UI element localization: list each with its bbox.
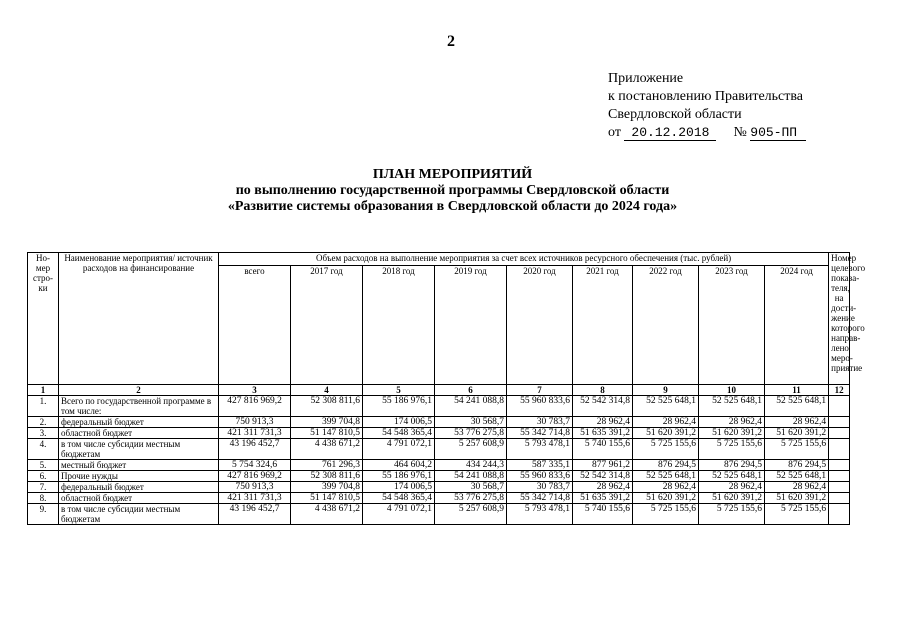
- column-number: 10: [699, 385, 765, 396]
- cell-value: 51 620 391,2: [699, 428, 765, 439]
- cell-value: 761 296,3: [291, 460, 363, 471]
- cell-value: 5 725 155,6: [633, 504, 699, 525]
- from-label: от: [608, 125, 621, 140]
- row-target: [829, 417, 850, 428]
- column-number: 12: [829, 385, 850, 396]
- cell-value: 55 186 976,1: [363, 471, 435, 482]
- cell-value: 53 776 275,8: [435, 493, 507, 504]
- number-label: №: [733, 125, 747, 140]
- row-number: 6.: [28, 471, 59, 482]
- column-index-row: [28, 385, 850, 396]
- cell-value: 5 257 608,9: [435, 504, 507, 525]
- row-target: [829, 504, 850, 525]
- cell-value: 51 620 391,2: [633, 493, 699, 504]
- row-name: местный бюджет: [59, 460, 219, 471]
- header-year-4: 2020 год: [507, 266, 573, 385]
- table-row: [28, 493, 850, 504]
- cell-value: 53 776 275,8: [435, 428, 507, 439]
- header-year-7: 2023 год: [699, 266, 765, 385]
- row-name: областной бюджет: [59, 428, 219, 439]
- cell-value: 54 548 365,4: [363, 493, 435, 504]
- cell-value: 54 548 365,4: [363, 428, 435, 439]
- cell-value: 4 791 072,1: [363, 504, 435, 525]
- cell-value: 51 620 391,2: [633, 428, 699, 439]
- row-number: 4.: [28, 439, 59, 460]
- cell-value: 464 604,2: [363, 460, 435, 471]
- row-number: 5.: [28, 460, 59, 471]
- header-year-8: 2024 год: [765, 266, 829, 385]
- cell-value: 52 542 314,8: [573, 396, 633, 417]
- cell-value: 30 783,7: [507, 417, 573, 428]
- row-target: [829, 396, 850, 417]
- cell-value: 51 620 391,2: [765, 493, 829, 504]
- cell-value: 43 196 452,7: [219, 504, 291, 525]
- row-number: 1.: [28, 396, 59, 417]
- cell-value: 5 740 155,6: [573, 504, 633, 525]
- cell-value: 5 257 608,9: [435, 439, 507, 460]
- cell-value: 5 740 155,6: [573, 439, 633, 460]
- cell-value: 427 816 969,2: [219, 471, 291, 482]
- row-name: Всего по государственной программе в том числе:: [59, 396, 219, 417]
- table-row: [28, 439, 850, 460]
- cell-value: 174 006,5: [363, 482, 435, 493]
- cell-value: 4 438 671,2: [291, 504, 363, 525]
- appendix-line-2: к постановлению Правительства: [608, 89, 804, 104]
- row-number: 7.: [28, 482, 59, 493]
- appendix-line-1: Приложение: [608, 71, 684, 86]
- cell-value: 55 960 833,6: [507, 396, 573, 417]
- row-number: 3.: [28, 428, 59, 439]
- row-target: [829, 471, 850, 482]
- appendix-block: [608, 70, 806, 142]
- header-row: [28, 253, 850, 266]
- row-target: [829, 460, 850, 471]
- cell-value: 5 793 478,1: [507, 504, 573, 525]
- cell-value: 52 308 811,6: [291, 396, 363, 417]
- cell-value: 30 783,7: [507, 482, 573, 493]
- plan-table: [27, 252, 866, 525]
- cell-value: 174 006,5: [363, 417, 435, 428]
- cell-value: 52 525 648,1: [765, 471, 829, 482]
- cell-value: 876 294,5: [765, 460, 829, 471]
- cell-value: 399 704,8: [291, 417, 363, 428]
- cell-value: 52 525 648,1: [699, 396, 765, 417]
- row-target: [829, 482, 850, 493]
- resolution-number: 905-ПП: [750, 126, 806, 141]
- column-number: 3: [219, 385, 291, 396]
- cell-value: 5 793 478,1: [507, 439, 573, 460]
- cell-value: 52 525 648,1: [633, 396, 699, 417]
- row-target: [829, 439, 850, 460]
- cell-value: 55 186 976,1: [363, 396, 435, 417]
- document-title: [0, 167, 905, 215]
- column-number: 11: [765, 385, 829, 396]
- header-year-3: 2019 год: [435, 266, 507, 385]
- column-number: 1: [28, 385, 59, 396]
- cell-value: 28 962,4: [765, 417, 829, 428]
- cell-value: 427 816 969,2: [219, 396, 291, 417]
- table-row: [28, 460, 850, 471]
- table-row: [28, 471, 850, 482]
- header-year-6: 2022 год: [633, 266, 699, 385]
- cell-value: 54 241 088,8: [435, 396, 507, 417]
- title-line-3: «Развитие системы образования в Свердловской области до 2024 года»: [227, 199, 678, 214]
- cell-value: 5 725 155,6: [765, 504, 829, 525]
- cell-value: 52 525 648,1: [633, 471, 699, 482]
- cell-value: 587 335,1: [507, 460, 573, 471]
- row-name: в том числе субсидии местным бюджетам: [59, 504, 219, 525]
- cell-value: 28 962,4: [633, 417, 699, 428]
- cell-value: 51 635 391,2: [573, 428, 633, 439]
- cell-value: 28 962,4: [699, 417, 765, 428]
- table-row: [28, 396, 850, 417]
- cell-value: 421 311 731,3: [219, 428, 291, 439]
- column-number: 4: [291, 385, 363, 396]
- cell-value: 55 960 833,6: [507, 471, 573, 482]
- table-row: [28, 417, 850, 428]
- header-year-5: 2021 год: [573, 266, 633, 385]
- column-number: 2: [59, 385, 219, 396]
- header-row-num: Но-мер стро-ки: [28, 253, 59, 385]
- cell-value: 51 620 391,2: [699, 493, 765, 504]
- table-row: [28, 482, 850, 493]
- cell-value: 30 568,7: [435, 482, 507, 493]
- column-number: 9: [633, 385, 699, 396]
- cell-value: 4 438 671,2: [291, 439, 363, 460]
- column-number: 7: [507, 385, 573, 396]
- row-target: [829, 428, 850, 439]
- header-year-0: всего: [219, 266, 291, 385]
- cell-value: 51 620 391,2: [765, 428, 829, 439]
- header-volume: Объем расходов на выполнение мероприятия за счет всех источников ресурсного обеспечения (тыс. рублей): [219, 253, 829, 266]
- cell-value: 5 725 155,6: [699, 504, 765, 525]
- header-target: Номер целевого показа-теля, на дости-жение которого направ-лено меро-приятие: [829, 253, 850, 385]
- cell-value: 28 962,4: [765, 482, 829, 493]
- cell-value: 4 791 072,1: [363, 439, 435, 460]
- resolution-date: 20.12.2018: [624, 126, 716, 141]
- cell-value: 52 542 314,8: [573, 471, 633, 482]
- cell-value: 5 725 155,6: [699, 439, 765, 460]
- cell-value: 52 525 648,1: [699, 471, 765, 482]
- cell-value: 51 147 810,5: [291, 428, 363, 439]
- row-name: в том числе субсидии местным бюджетам: [59, 439, 219, 460]
- page-number: 2: [447, 33, 455, 50]
- cell-value: 877 961,2: [573, 460, 633, 471]
- appendix-line-3: Свердловской области: [608, 107, 742, 122]
- row-name: федеральный бюджет: [59, 417, 219, 428]
- cell-value: 28 962,4: [573, 417, 633, 428]
- cell-value: 43 196 452,7: [219, 439, 291, 460]
- row-name: Прочие нужды: [59, 471, 219, 482]
- cell-value: 876 294,5: [699, 460, 765, 471]
- cell-value: 52 308 811,6: [291, 471, 363, 482]
- header-year-2: 2018 год: [363, 266, 435, 385]
- cell-value: 54 241 088,8: [435, 471, 507, 482]
- row-name: областной бюджет: [59, 493, 219, 504]
- cell-value: 5 725 155,6: [633, 439, 699, 460]
- cell-value: 28 962,4: [633, 482, 699, 493]
- cell-value: 5 754 324,6: [219, 460, 291, 471]
- column-number: 6: [435, 385, 507, 396]
- row-number: 2.: [28, 417, 59, 428]
- column-number: 8: [573, 385, 633, 396]
- row-number: 8.: [28, 493, 59, 504]
- cell-value: 51 635 391,2: [573, 493, 633, 504]
- cell-value: 28 962,4: [699, 482, 765, 493]
- cell-value: 55 342 714,8: [507, 493, 573, 504]
- cell-value: 421 311 731,3: [219, 493, 291, 504]
- appendix-date-line: [608, 124, 806, 142]
- cell-value: 750 913,3: [219, 482, 291, 493]
- title-line-2: по выполнению государственной программы Свердловской области: [235, 183, 670, 198]
- cell-value: 30 568,7: [435, 417, 507, 428]
- cell-value: 28 962,4: [573, 482, 633, 493]
- title-line-1: ПЛАН МЕРОПРИЯТИЙ: [372, 167, 533, 182]
- cell-value: 52 525 648,1: [765, 396, 829, 417]
- header-year-1: 2017 год: [291, 266, 363, 385]
- table-row: [28, 428, 850, 439]
- cell-value: 876 294,5: [633, 460, 699, 471]
- row-target: [829, 493, 850, 504]
- cell-value: 5 725 155,6: [765, 439, 829, 460]
- table-row: [28, 504, 850, 525]
- row-name: федеральный бюджет: [59, 482, 219, 493]
- cell-value: 55 342 714,8: [507, 428, 573, 439]
- cell-value: 750 913,3: [219, 417, 291, 428]
- row-number: 9.: [28, 504, 59, 525]
- column-number: 5: [363, 385, 435, 396]
- cell-value: 51 147 810,5: [291, 493, 363, 504]
- cell-value: 434 244,3: [435, 460, 507, 471]
- header-name: Наименование мероприятия/ источник расходов на финансирование: [59, 253, 219, 385]
- cell-value: 399 704,8: [291, 482, 363, 493]
